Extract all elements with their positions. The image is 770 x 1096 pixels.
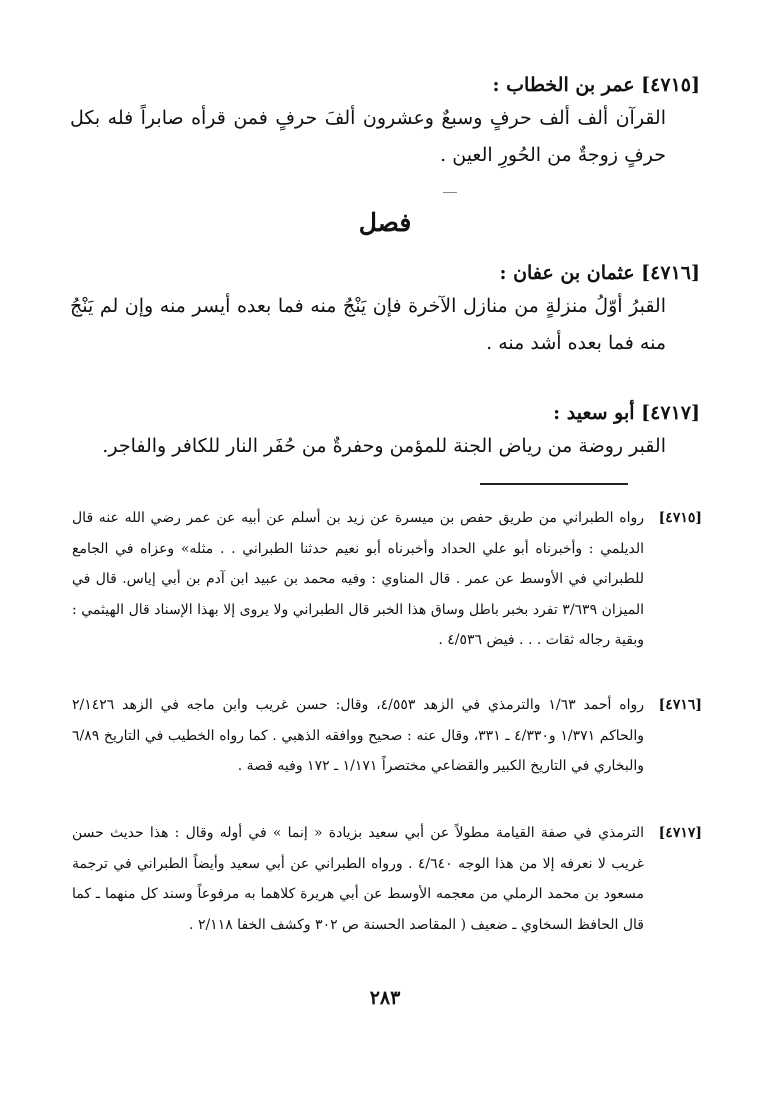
entry-number: [٤٧١٦] <box>641 262 700 284</box>
entry-4715 <box>70 70 700 174</box>
entry-number: [٤٧١٥] <box>641 74 700 96</box>
footnote-text: رواه أحمد ١/٦٣ والترمذي في الزهد ٤/٥٥٣، وقال: حسن غريب وابن ماجه في الزهد ٢/١٤٢٦ والحاكم ١/٣٧١ و٤/٣٣٠ ـ ٣٣١، وقال عنه : صحيح ووافقه الذهبي . كما رواه الخطيب في التاريخ ٦/٨٩ والبخاري في التاريخ الكبير والقضاعي مختصراً ١/١٧١ ـ ١٧٢ وفيه قصة . <box>72 697 644 774</box>
ornament-divider <box>443 192 457 193</box>
footnote-4716 <box>72 690 702 782</box>
entry-heading <box>70 398 700 428</box>
entry-narrator: عمر بن الخطاب : <box>492 74 635 96</box>
entry-4716 <box>70 258 700 362</box>
entry-narrator: أبو سعيد : <box>553 402 635 424</box>
entry-text: القبرُ أوّلُ منزلةٍ من منازل الآخرة فإن يَنْجُ منه فما بعده أيسر منه وإن لم يَنْجُ منه فما بعده أشد منه . <box>70 295 666 354</box>
section-title: فصل <box>358 208 412 237</box>
entry-text: القبر روضة من رياض الجنة للمؤمن وحفرةٌ من حُفَر النار للكافر والفاجر. <box>102 435 666 457</box>
entry-text: القرآن ألف ألف حرفٍ وسبعٌ وعشرون ألفَ حرفٍ فمن قرأه صابراً فله بكل حرفٍ زوجةٌ من الحُورِ العين . <box>70 107 666 166</box>
footnote-4715 <box>72 503 702 656</box>
entry-number: [٤٧١٧] <box>641 402 700 424</box>
footnote-number: [٤٧١٦] <box>658 697 702 713</box>
entry-narrator: عثمان بن عفان : <box>499 262 635 284</box>
footnote-4717 <box>72 818 702 940</box>
footnote-number: [٤٧١٥] <box>658 510 702 526</box>
footnote-separator <box>480 483 628 485</box>
entry-heading <box>70 258 700 288</box>
entry-4717 <box>70 398 700 465</box>
footnote-text: الترمذي في صفة القيامة مطولاً عن أبي سعيد بزيادة « إنما » في أوله وقال : هذا حديث حسن غريب لا نعرفه إلا من هذا الوجه ٤/٦٤٠ . ورواه الطبراني عن أبي سعيد وأيضاً الطبراني في ترجمة مسعود بن محمد الرملي من معجمه الأوسط عن أبي هريرة كلاهما به مرفوعاً وسند كل منهما ـ كما قال الحافظ السخاوي ـ ضعيف ( المقاصد الحسنة ص ٣٠٢ وكشف الخفا ٢/١١٨ . <box>72 825 644 933</box>
footnote-text: رواه الطبراني من طريق حفص بن ميسرة عن زيد بن أسلم عن أبيه عن عمر رضي الله عنه قال الديلمي : وأخبرناه أبو علي الحداد وأخبرناه أبو نعيم حدثنا الطبراني . . مثله» وعزاه في الجامع للطبراني في الأوسط عن عمر . قال المناوي : وفيه محمد بن عبيد ابن آدم بن أبي إياس. قال في الميزان ٣/٦٣٩ تفرد بخبر باطل وساق هذا الخبر قال الطبراني ولا يروى إلا بهذا الإسناد قال الهيثمي : وبقية رجاله ثقات . . . فيض ٤/٥٣٦ . <box>72 510 644 648</box>
footnote-number: [٤٧١٧] <box>658 825 702 841</box>
page-number: ٢٨٣ <box>369 987 401 1009</box>
entry-heading <box>70 70 700 100</box>
